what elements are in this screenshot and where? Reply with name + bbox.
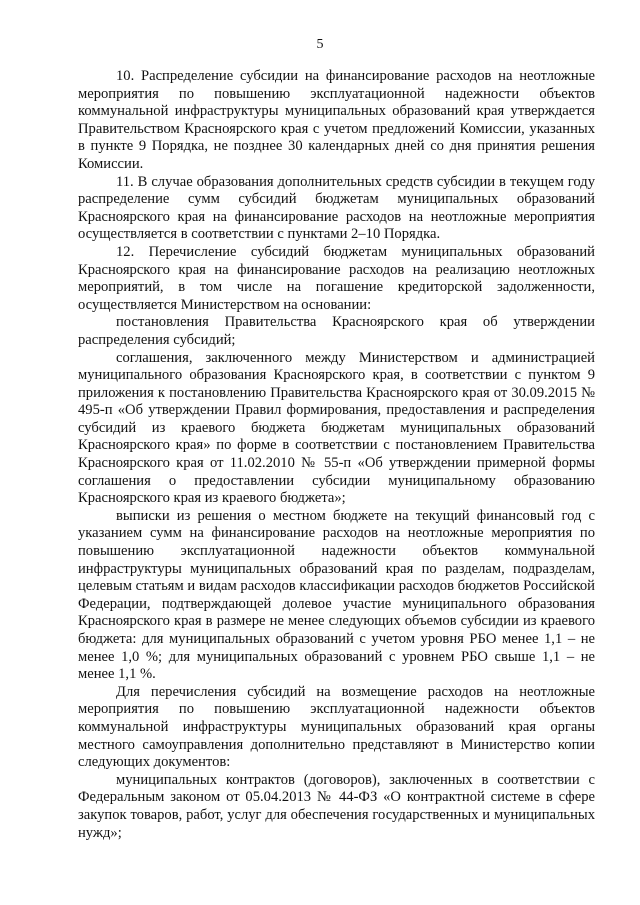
paragraph-11: 11. В случае образования дополнительных средств субсидии в текущем году распределение сумм субсидий бюджетам муниципальных образований Красноярского края на финансирование расходов на неотложные мероприятия осуществляется в соответствии с пунктами 2–10 Порядка.	[78, 173, 595, 243]
paragraph-reimbursement: Для перечисления субсидий на возмещение расходов на неотложные мероприятия по повышению эксплуатационной надежности объектов коммунальной инфраструктуры муниципальных образований края органы местного самоуправления дополнительно представляют в Министерство копии следующих документов:	[78, 683, 595, 771]
paragraph-resolution: постановления Правительства Красноярского края об утверждении распределения субсидий;	[78, 314, 595, 348]
paragraph-budget-extract: выписки из решения о местном бюджете на текущий финансовый год с указанием сумм на финансирование расходов на неотложные мероприятия по повышению эксплуатационной надежности объектов коммунальной инфраструктуры муниципальных образований края по разделам, подразделам, целевым статьям и видам расходов классификации расходов бюджетов Российской Федерации, подтверждающей долевое участие муниципального образования Красноярского края в размере не менее следующих объемов субсидии из краевого бюджета: для муниципальных образований с учетом уровня РБО менее 1,1 – не менее 1,0 %; для муниципальных образований с уровнем РБО свыше 1,1 – не менее 1,1 %.	[78, 507, 595, 683]
page-number: 5	[316, 37, 324, 52]
paragraph-12: 12. Перечисление субсидий бюджетам муниципальных образований Красноярского края на финансирование расходов на реализацию неотложных мероприятий, в том числе на погашение кредиторской задолженности, осуществляется Министерством на основании:	[78, 243, 595, 313]
document-body	[78, 68, 595, 842]
paragraph-agreement: соглашения, заключенного между Министерством и администрацией муниципального образования Красноярского края, в соответствии с пунктом 9 приложения к постановлению Правительства Красноярского края от 30.09.2015 № 495-п «Об утверждении Правил формирования, предоставления и распределения субсидий из краевого бюджета бюджетам муниципальных образований Красноярского края» по форме в соответствии с постановлением Правительства Красноярского края от 11.02.2010 № 55-п «Об утверждении примерной формы соглашения о предоставлении субсидии муниципальному образованию Красноярского края из краевого бюджета»;	[78, 349, 595, 507]
paragraph-10: 10. Распределение субсидии на финансирование расходов на неотложные мероприятия по повышению эксплуатационной надежности объектов коммунальной инфраструктуры муниципальных образований края утверждается Правительством Красноярского края с учетом предложений Комиссии, указанных в пункте 9 Порядка, не позднее 30 календарных дней со дня принятия решения Комиссии.	[78, 68, 595, 172]
paragraph-contracts: муниципальных контрактов (договоров), заключенных в соответствии с Федеральным законом от 05.04.2013 № 44-ФЗ «О контрактной системе в сфере закупок товаров, работ, услуг для обеспечения государственных и муниципальных нужд»;	[78, 771, 595, 841]
